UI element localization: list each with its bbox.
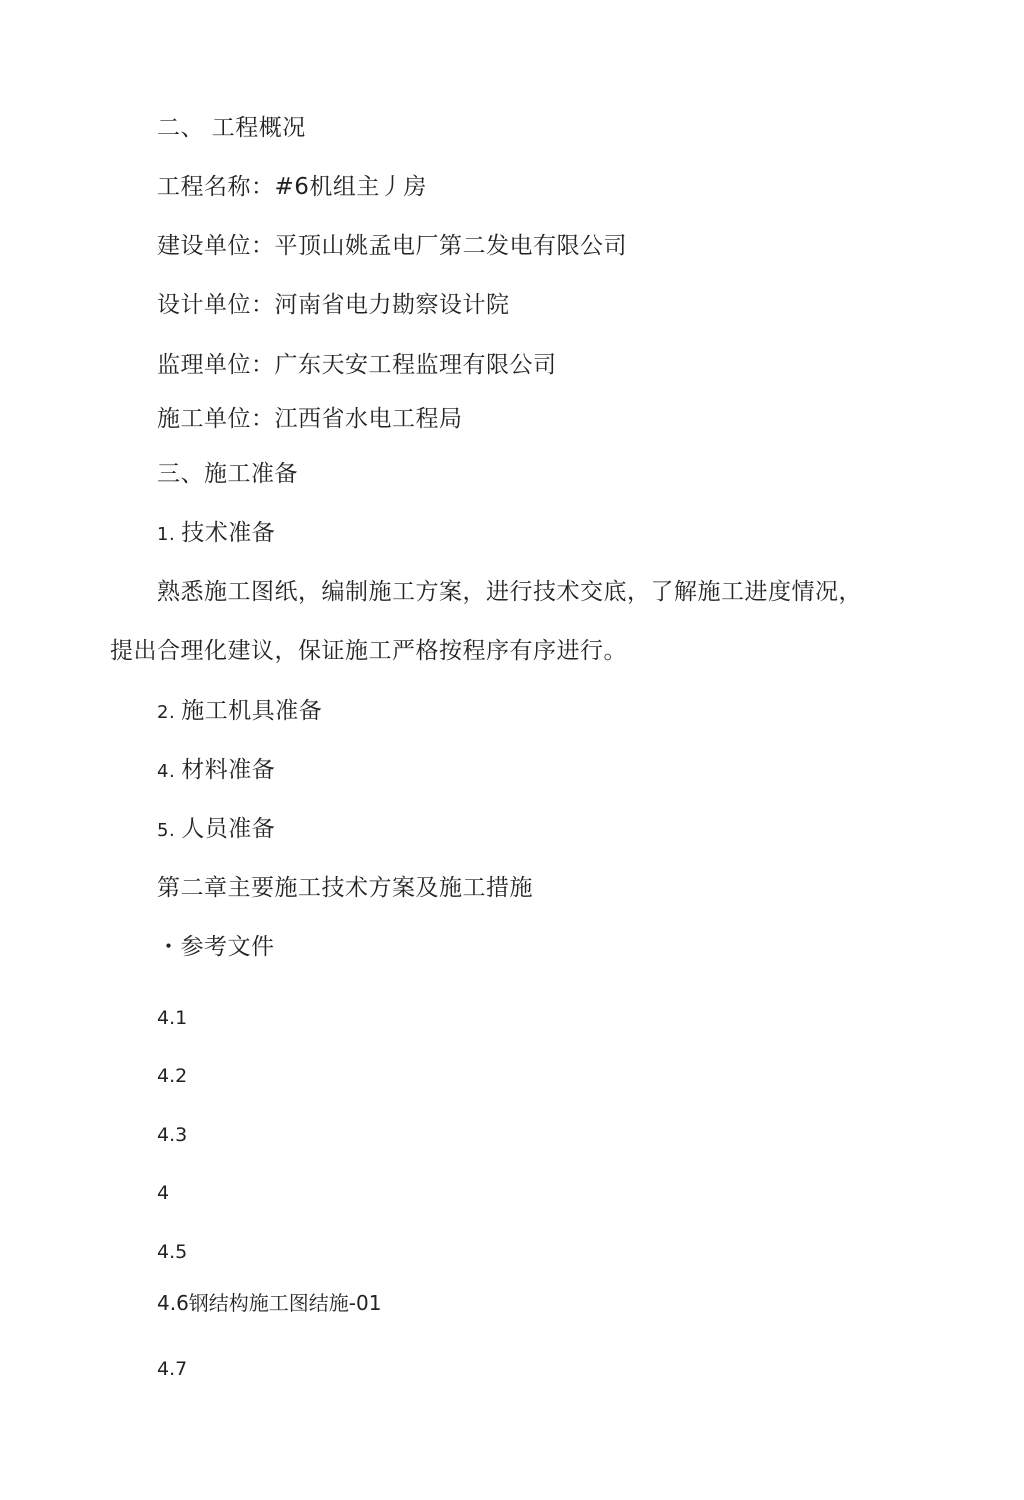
list-item-number: 5. [157,820,176,841]
section-heading-project-overview: 二、 工程概况 [157,115,306,141]
reference-docs-heading: ・参考文件 [157,934,275,960]
chapter-heading: 第二章主要施工技术方案及施工措施 [157,875,533,901]
supervision-unit-line: 监理单位：广东天安工程监理有限公司 [157,352,557,378]
contractor-unit-line: 施工单位：江西省水电工程局 [157,406,463,432]
construction-unit-line: 建设单位：平顶山姚孟电厂第二发电有限公司 [157,233,627,259]
list-item-title: 人员准备 [181,816,276,842]
project-name-line: 工程名称：#6机组主丿房 [157,174,427,200]
tech-paragraph-line-1: 熟悉施工图纸，编制施工方案，进行技术交底，了解施工进度情况， [157,579,862,605]
list-item-technical-prep [157,518,275,550]
reference-item: 4.7 [157,1358,188,1380]
reference-item: 4.6钢结构施工图结施-01 [157,1291,382,1315]
reference-item: 4.1 [157,1007,188,1029]
list-item-material-prep [157,755,275,787]
section-heading-preparation: 三、施工准备 [157,461,298,487]
list-item-title: 技术准备 [181,520,276,546]
reference-item: 4.2 [157,1065,188,1087]
list-item-title: 材料准备 [181,757,276,783]
list-item-title: 施工机具准备 [181,698,323,724]
reference-item: 4.5 [157,1241,188,1263]
list-item-number: 1. [157,524,176,545]
reference-item: 4.3 [157,1124,188,1146]
list-item-number: 4. [157,761,176,782]
tech-paragraph-line-2: 提出合理化建议，保证施工严格按程序有序进行。 [110,638,627,664]
list-item-equipment-prep [157,696,322,728]
design-unit-line: 设计单位：河南省电力勘察设计院 [157,292,510,318]
list-item-personnel-prep [157,814,275,846]
reference-item: 4 [157,1182,170,1204]
list-item-number: 2. [157,702,176,723]
